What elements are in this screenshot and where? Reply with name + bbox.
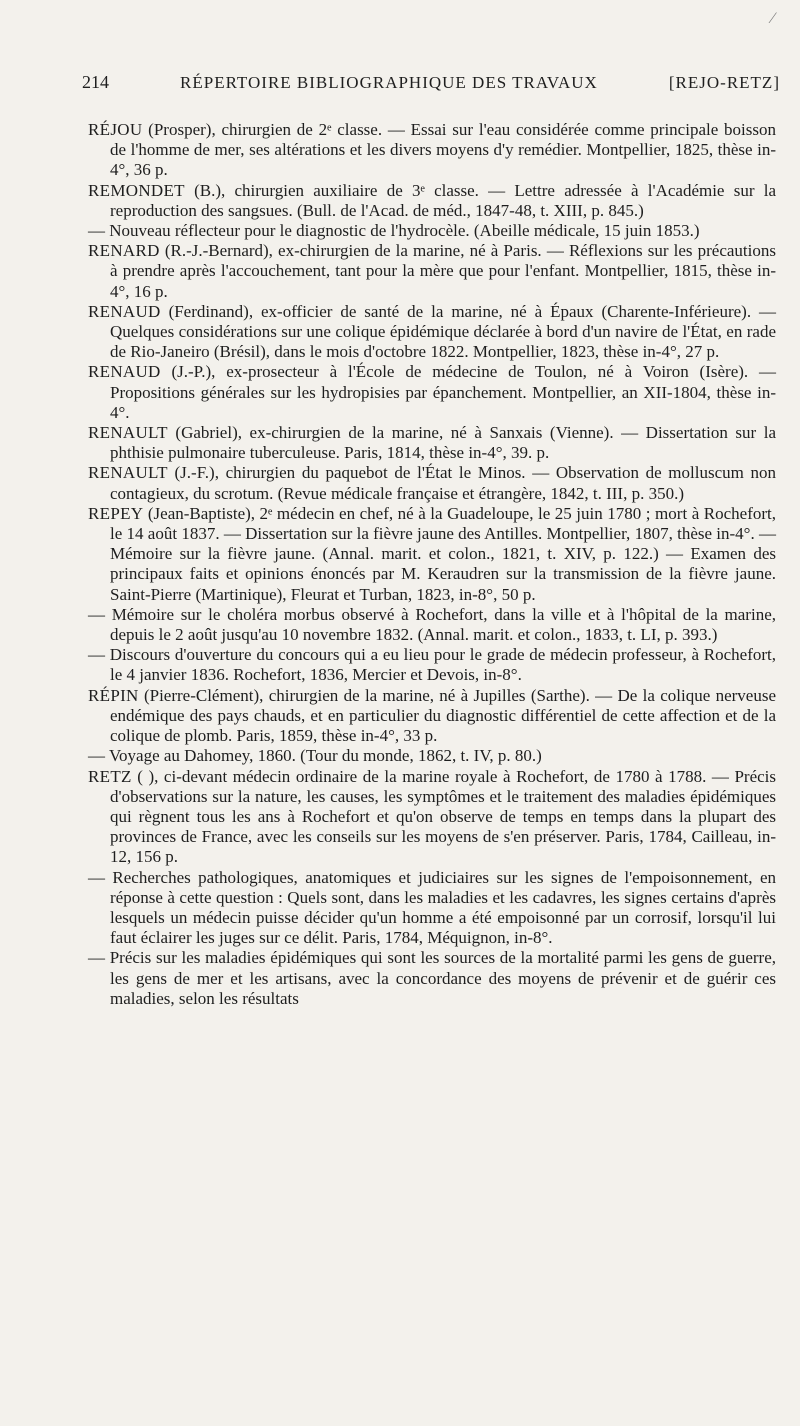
entry-text: — Recherches pathologiques, anatomiques et judiciaires sur les signes de l'empoisonnement, en réponse à cette question : Quels sont, dans les maladies et les cadavres, les signes certains d'après lesquels un médecin puisse décider qu'un homme a été empoisonné par un corrosif, lorsqu'il lui faut éclairer les juges sur ce délit. Paris, 1784, Méquignon, in-8°. (88, 867, 776, 948)
entry-text: — Nouveau réflecteur pour le diagnostic de l'hydrocèle. (Abeille médicale, 15 juin 1853.) (88, 221, 700, 241)
author-name: RENAULT (88, 423, 168, 443)
bibliography-continuation (88, 645, 776, 685)
bibliography-entry (88, 241, 776, 302)
running-header (82, 72, 780, 93)
author-name: RÉPIN (88, 685, 139, 705)
bibliography-entry (88, 504, 776, 605)
entry-text: ( ), ci-devant médecin ordinaire de la marine royale à Rochefort, de 1780 à 1788. — Précis d'observations sur la nature, les causes, les symptômes et le traitement des maladies épidémiques qui règnent tous les ans à Rochefort et qu'on observe de temps en temps dans la plupart des provinces de France, avec les conseils sur les moyens de s'en préserver. Paris, 1784, Cailleau, in-12, 156 p. (110, 766, 776, 867)
bibliography-entry (88, 302, 776, 363)
bibliography-entry (88, 463, 776, 503)
page-number: 214 (82, 72, 109, 92)
entry-text: — Mémoire sur le choléra morbus observé à Rochefort, dans la ville et à l'hôpital de la marine, depuis le 2 août jusqu'au 10 novembre 1832. (Annal. marit. et colon., 1833, t. LI, p. 393.) (88, 604, 776, 645)
bibliography-continuation (88, 221, 776, 241)
author-name: REPEY (88, 503, 144, 523)
bibliography-entry (88, 362, 776, 423)
entry-text: (J.-F.), chirurgien du paquebot de l'État le Minos. — Observation de molluscum non contagieux, du scrotum. (Revue médicale française et étrangère, 1842, t. III, p. 350.) (110, 463, 776, 503)
entry-text: (B.), chirurgien auxiliaire de 3ᵉ classe. — Lettre adressée à l'Académie sur la reproduction des sangsues. (Bull. de l'Acad. de méd., 1847-48, t. XIII, p. 845.) (110, 180, 776, 220)
running-title: RÉPERTOIRE BIBLIOGRAPHIQUE DES TRAVAUX (180, 73, 598, 92)
bibliography-entry (88, 767, 776, 868)
author-name: RÉJOU (88, 120, 143, 139)
entry-text: (Prosper), chirurgien de 2ᵉ classe. — Essai sur l'eau considérée comme principale boisson de l'homme de mer, ses altérations et les divers moyens d'y remédier. Montpellier, 1825, thèse in-4°, 36 p. (110, 120, 776, 180)
entry-text: — Discours d'ouverture du concours qui a eu lieu pour le grade de médecin professeur, à Rochefort, le 4 janvier 1836. Rochefort, 1836, Mercier et Devois, in-8°. (88, 645, 776, 685)
bibliography-continuation (88, 605, 776, 645)
entry-text: (Gabriel), ex-chirurgien de la marine, né à Sanxais (Vienne). — Dissertation sur la phthisie pulmonaire tuberculeuse. Paris, 1814, thèse in-4°, 39. p. (110, 423, 776, 463)
entry-text: (Ferdinand), ex-officier de santé de la marine, né à Épaux (Charente-Inférieure). — Quelques considérations sur une colique épidémique déclarée à bord d'un navire de l'État, en rade de Rio-Janeiro (Brésil), dans le mois d'octobre 1822. Montpellier, 1823, thèse in-4°, 27 p. (110, 301, 776, 362)
entry-text: (Jean-Baptiste), 2ᵉ médecin en chef, né à la Guadeloupe, le 25 juin 1780 ; mort à Rochefort, le 14 août 1837. — Dissertation sur la fièvre jaune des Antilles. Montpellier, 1807, thèse in-4°. — Mémoire sur la fièvre jaune. (Annal. marit. et colon., 1821, t. XIV, p. 122.) — Examen des principaux faits et opinions énoncés par M. Keraudren sur la transmission de la fièvre jaune. Saint-Pierre (Martinique), Fleurat et Turban, 1823, in-8°, 50 p. (110, 503, 776, 604)
alphabetical-range: [REJO-RETZ] (668, 73, 780, 92)
author-name: RETZ (88, 766, 132, 786)
author-name: REMONDET (88, 180, 185, 200)
author-name: RENAUD (88, 362, 161, 382)
author-name: RENARD (88, 241, 160, 261)
bibliography-continuation (88, 746, 776, 766)
bibliography-continuation (88, 868, 776, 949)
bibliography-continuation (88, 948, 776, 1009)
bibliography-entry (88, 423, 776, 463)
entry-text: (J.-P.), ex-prosecteur à l'École de médecine de Toulon, né à Voiron (Isère). — Propositions générales sur les hydropisies par épanchement. Montpellier, an XII-1804, thèse in-4°. (110, 362, 776, 422)
corner-pen-mark: ⁄ (771, 10, 774, 27)
bibliography-entry (88, 181, 776, 221)
bibliography-entry (88, 120, 776, 181)
entry-text: (R.-J.-Bernard), ex-chirurgien de la marine, né à Paris. — Réflexions sur les précautions à prendre après l'accouchement, tant pour la mère que pour l'enfant. Montpellier, 1815, thèse in-4°, 16 p. (110, 241, 776, 301)
bibliography-entries (88, 120, 776, 1009)
author-name: RENAUD (88, 301, 161, 321)
entry-text: — Précis sur les maladies épidémiques qui sont les sources de la mortalité parmi les gens de guerre, les gens de mer et les artisans, avec la concordance des moyens de prévenir et de guérir ces maladies, selon les résultats (88, 948, 776, 1008)
bibliography-entry (88, 686, 776, 747)
author-name: RENAULT (88, 463, 168, 483)
entry-text: — Voyage au Dahomey, 1860. (Tour du monde, 1862, t. IV, p. 80.) (88, 746, 542, 766)
entry-text: (Pierre-Clément), chirurgien de la marine, né à Jupilles (Sarthe). — De la colique nerveuse endémique des pays chauds, et en particulier du diagnostic différentiel de cette affection et de la colique de plomb. Paris, 1859, thèse in-4°, 33 p. (110, 685, 776, 746)
